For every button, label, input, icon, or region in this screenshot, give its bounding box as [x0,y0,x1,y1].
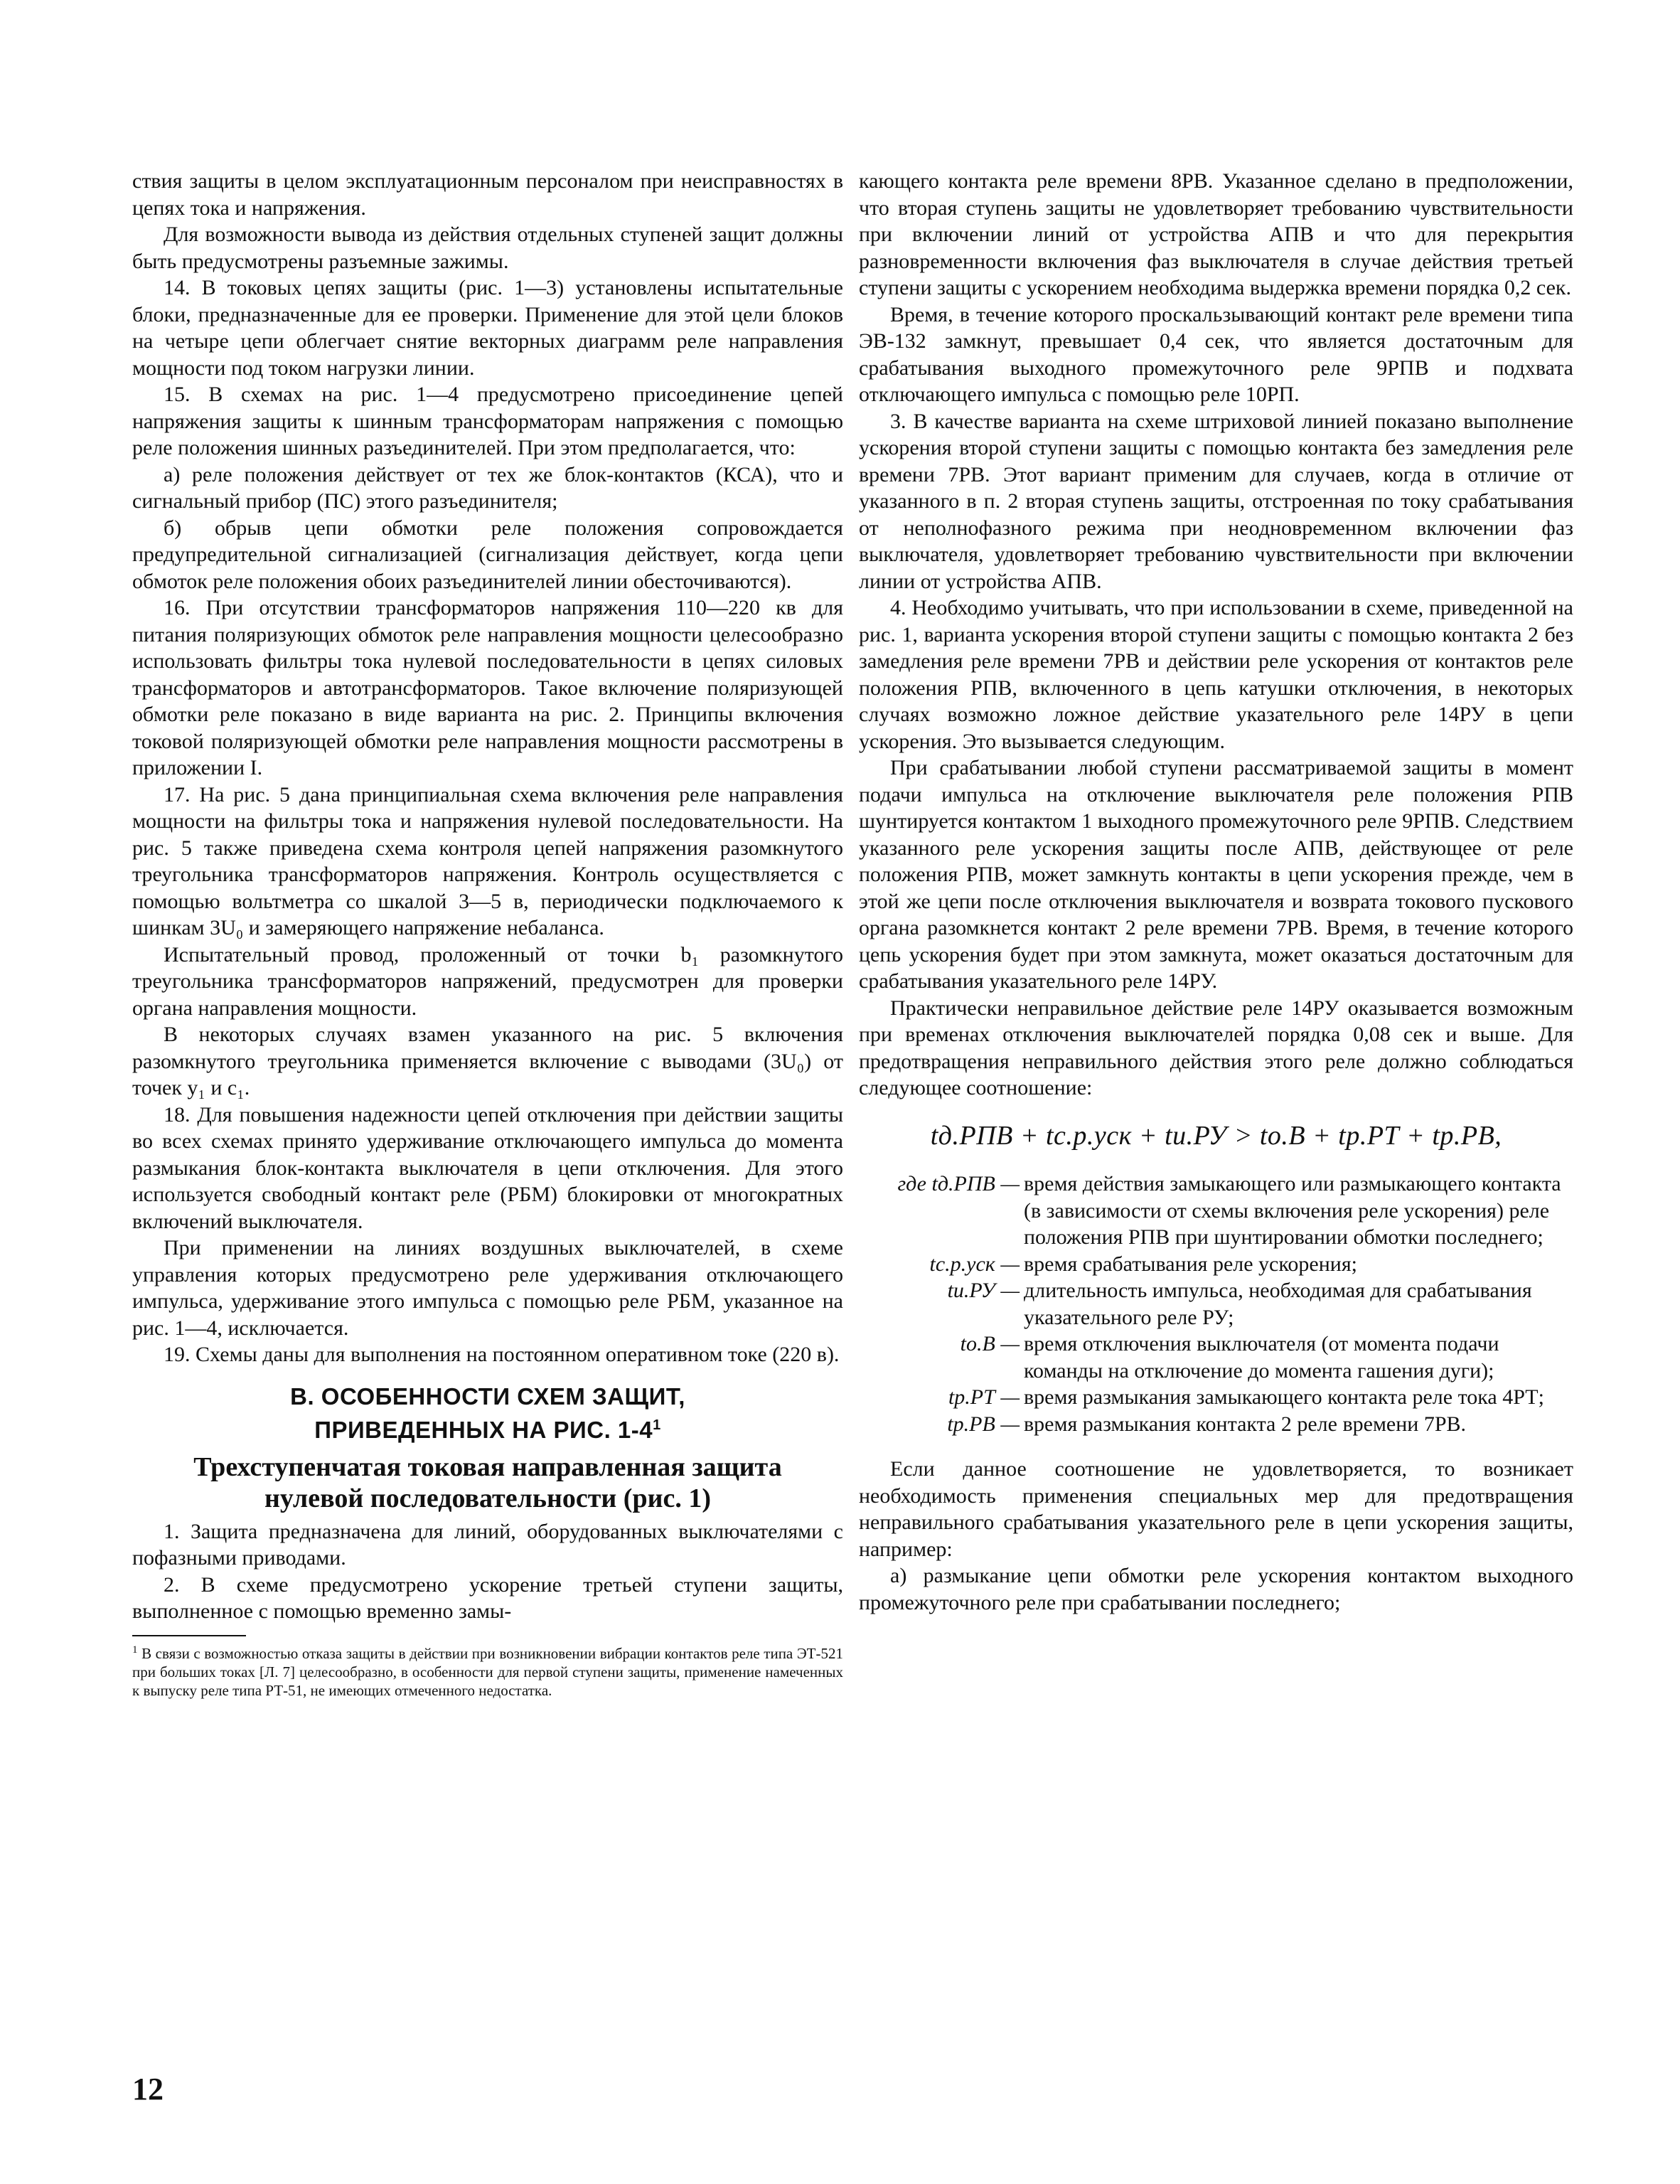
definition-text: время размыкания замыкающего контакта реле тока 4РТ; [1024,1385,1544,1409]
paragraph-item-18: 18. Для повышения надежности цепей отключения при действии защиты во всех схемах принято удерживание отключающего импульса до момента размыкания блок-контакта выключателя в цепи отключения. Для этого используется свободный контакт реле (РБМ) блокировки от многократных включений выключателя. [132,1102,843,1233]
definition-text: время срабатывания реле ускорения; [1024,1252,1357,1276]
definition-symbol: tр.РВ — [947,1412,1020,1436]
definition-symbol: tо.В — [960,1332,1020,1355]
paragraph-item-2: 2. В схеме предусмотрено ускорение третьей ступени защиты, выполненное с помощью временно замы- [132,1572,843,1623]
subsection-heading [132,1451,843,1514]
section-heading [132,1383,843,1444]
section-heading-line: ПРИВЕДЕННЫХ НА РИС. $1-4^1$ [314,1416,661,1443]
definition-symbol: tи.РУ — [947,1279,1020,1302]
definition-text: время действия замыкающего или размыкающего контакта (в зависимости от схемы включения реле ускорения) реле положения РПВ при шунтировании обмотки последнего; [1024,1172,1561,1249]
definition-symbol: где tд.РПВ — [897,1172,1020,1195]
list-item-a: а) реле положения действует от тех же блок-контактов (КСА), что и сигнальный прибор (ПС) этого разъединителя; [132,462,843,513]
definition-row [859,1384,1573,1411]
paragraph: При срабатывании любой ступени рассматриваемой защиты в момент подачи импульса на отключение выключателя реле положения РПВ шунтируется контактом 1 выходного промежуточного реле 9РПВ. Следствием указанного реле ускорения защиты после АПВ, действующее от реле положения РПВ, может замкнуть контакты в цепи ускорения прежде, чем в этой же цепи после отключения выключателя и возврата токового пускового органа разомкнется контакт 2 реле времени 7РВ. Время, в течение которого цепь ускорения будет при этом замкнута, может оказаться достаточным для срабатывания указательного реле 14РУ. [859,756,1573,993]
paragraph-item-1: 1. Защита предназначена для линий, оборудованных выключателями с пофазными приводами. [132,1519,843,1570]
footnote-divider [132,1635,246,1636]
paragraph-item-19: 19. Схемы даны для выполнения на постоянном оперативном токе (220 в). [164,1343,840,1366]
paragraph: Время, в течение которого проскальзывающий контакт реле времени типа ЭВ-132 замкнут, превышает 0,4 сек, что является достаточным для срабатывания выходного промежуточного реле 9РПВ и подхвата отключающего импульса с помощью реле 10РП. [859,302,1573,406]
page-number: 12 [132,2072,164,2106]
footnote-ref: 1 [653,1417,661,1433]
paragraph-item-14: 14. В токовых цепях защиты (рис. 1—3) установлены испытательные блоки, предназначенные для ее проверки. Применение для этой цели блоков на четыре цепи облегчает снятие векторных диаграмм реле направления мощности под током нагрузки линии. [132,276,843,380]
paragraph: ствия защиты в целом эксплуатационным персоналом при неисправностях в цепях тока и напряжения. [132,169,843,220]
paragraph: Если данное соотношение не удовлетворяется, то возникает необходимость применения специальных мер для предотвращения неправильного срабатывания указательного реле в цепи ускорения защиты, например: [859,1457,1573,1561]
paragraph: кающего контакта реле времени 8РВ. Указанное сделано в предположении, что вторая ступень защиты не удовлетворяет требованию чувствительности при включении линий от устройства АПВ и что для перекрытия разновременности включения фаз выключателя в случае действия третьей ступени защиты с ускорением необходима выдержка времени порядка 0,2 сек. [859,169,1573,299]
footnote-mark: 1 [132,1644,138,1656]
paragraph-item-4: 4. Необходимо учитывать, что при использовании в схеме, приведенной на рис. 1, варианта ускорения второй ступени защиты с помощью контакта 2 без замедления реле времени 7РВ и действии реле ускорения от контактов реле положения РПВ, включенного в цепь катушки отключения, в некоторых случаях возможно ложное действие указательного реле 14РУ в цепи ускорения. Это вызывается следующим. [859,596,1573,753]
definition-row [859,1171,1573,1251]
symbol-definitions-body [859,1171,1573,1437]
definition-text: длительность импульса, необходимая для срабатывания указательного реле РУ; [1024,1279,1532,1329]
paragraph: Практически неправильное действие реле 14РУ оказывается возможным при временах отключения выключателей порядка 0,08 сек и выше. Для предотвращения неправильного действия этого реле должно соблюдаться следующее соотношение: [859,996,1573,1099]
paragraph-item-15: 15. В схемах на рис. 1—4 предусмотрено присоединение цепей напряжения защиты к шинным трансформаторам напряжения с помощью реле положения шинных разъединителей. При этом предполагается, что: [132,383,843,459]
definition-symbol: tс.р.уск — [929,1252,1020,1276]
definition-symbol: tр.РТ — [948,1385,1020,1409]
section-heading-line: В. ОСОБЕННОСТИ СХЕМ ЗАЩИТ, [290,1383,685,1410]
inequality-formula: tд.РПВ + tс.р.уск + tи.РУ > tо.В + tр.РТ + tр.РВ, [930,1120,1502,1151]
definition-row [859,1251,1573,1278]
definition-row [859,1277,1573,1331]
definition-text: время отключения выключателя (от момента подачи команды на отключение до момента гашения дуги); [1024,1332,1499,1383]
paragraph-item-17: 17. На рис. 5 дана принципиальная схема включения реле направления мощности на фильтры тока и напряжения нулевой последовательности. На рис. 5 также приведена схема контроля цепей напряжения разомкнутого треугольника трансформаторов напряжения. Контроль осуществляется с помощью вольтметра со шкалой 3—5 в, периодически подключаемого к шинкам 3U₀ и замеряющего напряжение небаланса. [132,782,843,939]
right-column [859,168,1573,1616]
footnote [132,1641,843,1700]
footnote-text: В связи с возможностью отказа защиты в действии при возникновении вибрации контактов реле типа ЭТ-521 при больших токах [Л. 7] целесообразно, в особенности для первой ступени защиты, применение намеченных к выпуску реле типа РТ-51, не имеющих отмеченного недостатка. [132,1644,844,1699]
symbol-definitions [859,1171,1573,1437]
paragraph: В некоторых случаях взамен указанного на рис. 5 включения разомкнутого треугольника применяется включение с выводами (3U₀) от точек y₁ и c₁. [132,1023,843,1099]
left-column [132,168,843,1700]
paragraph-item-3: 3. В качестве варианта на схеме штриховой линией показано выполнение ускорения второй ступени защиты с помощью контакта без замедления реле времени 7РВ. Этот вариант применим для случаев, когда в отличие от указанного в п. 2 вторая ступень защиты, отстроенная по току срабатывания от неполнофазного режима при неодновременном включении фаз выключателя, удовлетворяет требованию чувствительности при включении линии от устройства АПВ. [859,409,1573,593]
definition-row [859,1331,1573,1384]
list-item-b: б) обрыв цепи обмотки реле положения сопровождается предупредительной сигнализацией (сигнализация действует, когда цепи обмоток реле положения обоих разъединителей линии обесточиваются). [132,516,843,593]
definition-row [859,1411,1573,1438]
definition-text: время размыкания контакта 2 реле времени 7РВ. [1024,1412,1467,1436]
list-item-a: а) размыкание цепи обмотки реле ускорения контактом выходного промежуточного реле при срабатывании последнего; [859,1564,1573,1614]
paragraph: Для возможности вывода из действия отдельных ступеней защит должны быть предусмотрены разъемные зажимы. [132,223,843,273]
paragraph: При применении на линиях воздушных выключателей, в схеме управления которых предусмотрено реле удерживания отключающего импульса, удерживание этого импульса с помощью реле РБМ, указанное на рис. 1—4, исключается. [132,1236,843,1340]
paragraph-item-16: 16. При отсутствии трансформаторов напряжения 110—220 кв для питания поляризующих обмоток реле направления мощности целесообразно использовать фильтры тока нулевой последовательности в цепях силовых трансформаторов и автотрансформаторов. Такое включение поляризующей обмотки реле показано в виде варианта на рис. 2. Принципы включения токовой поляризующей обмотки реле направления мощности рассмотрены в приложении I. [132,596,843,779]
subsection-heading-line: Трехступенчатая токовая направленная защита [193,1451,782,1482]
paragraph: Испытательный провод, проложенный от точки b₁ разомкнутого треугольника трансформаторов напряжений, предусмотрен для проверки органа направления мощности. [132,942,843,1020]
subsection-heading-line: нулевой последовательности (рис. 1) [264,1483,712,1513]
